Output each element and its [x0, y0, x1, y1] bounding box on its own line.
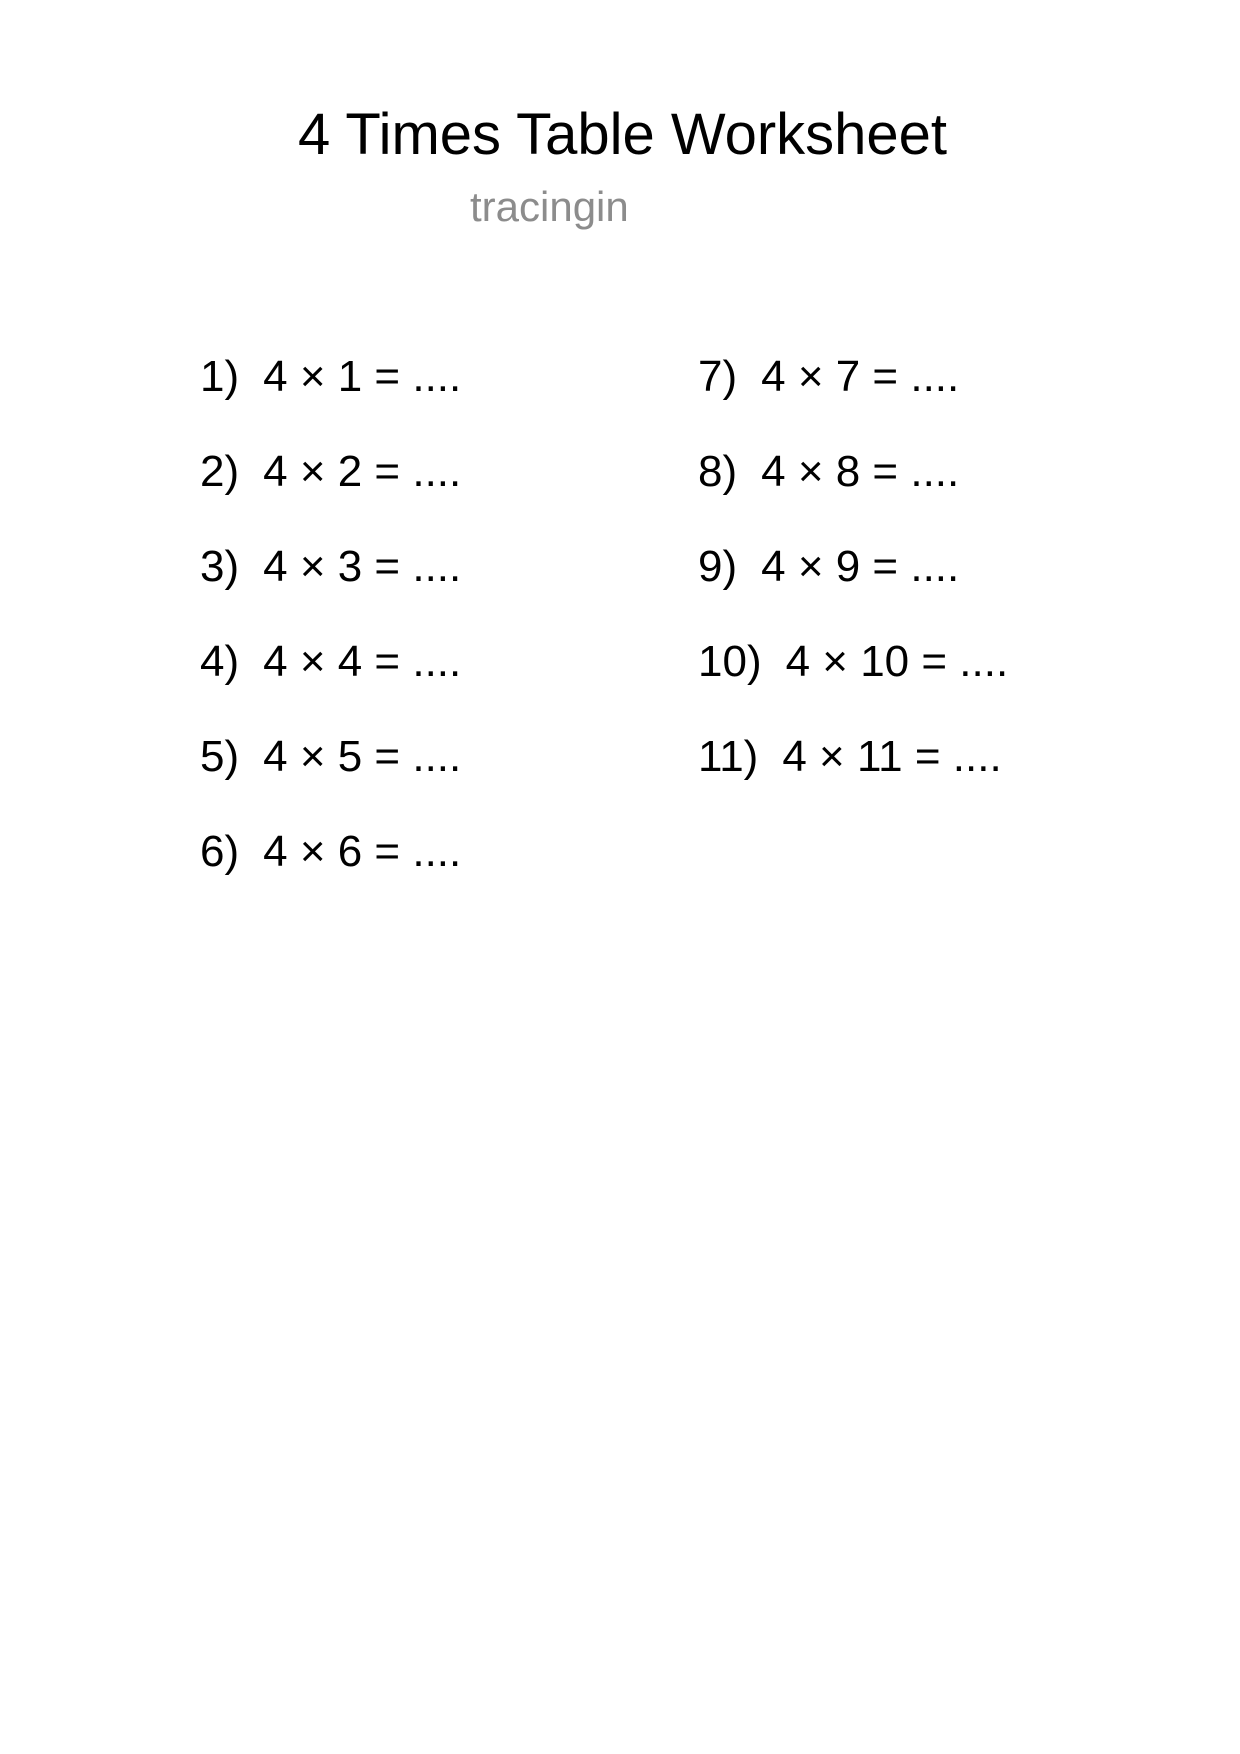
problem-item: [200, 637, 461, 687]
problem-number: 6): [200, 827, 240, 876]
problem-expression: 4 × 4 = ....: [263, 637, 462, 686]
problem-number: 8): [698, 447, 738, 496]
problem-number: 7): [698, 352, 738, 401]
problem-item: [200, 542, 461, 592]
problem-expression: 4 × 1 = ....: [263, 352, 462, 401]
problem-number: 1): [200, 352, 240, 401]
problem-item: [200, 732, 461, 782]
site-name: tracingin: [470, 183, 629, 230]
problem-expression: 4 × 8 = ....: [761, 447, 960, 496]
problem-number: 4): [200, 637, 240, 686]
page-title: 4 Times Table Worksheet: [298, 102, 948, 167]
problem-number: 3): [200, 542, 240, 591]
problem-item: [698, 447, 1008, 497]
problem-item: [200, 827, 461, 877]
problem-number: 2): [200, 447, 240, 496]
problem-column-left: [200, 352, 461, 877]
problem-expression: 4 × 2 = ....: [263, 447, 462, 496]
problem-number: 10): [698, 637, 762, 686]
problem-item: [200, 447, 461, 497]
problem-item: [698, 352, 1008, 402]
problem-number: 5): [200, 732, 240, 781]
problem-expression: 4 × 9 = ....: [761, 542, 960, 591]
problem-item: [698, 732, 1008, 782]
problem-expression: 4 × 11 = ....: [782, 732, 1002, 781]
problem-expression: 4 × 6 = ....: [263, 827, 462, 876]
problem-number: 11): [698, 732, 759, 781]
problem-column-right: [698, 352, 1008, 782]
problem-item: [698, 637, 1008, 687]
problem-expression: 4 × 7 = ....: [761, 352, 960, 401]
problem-expression: 4 × 10 = ....: [785, 637, 1009, 686]
problem-number: 9): [698, 542, 738, 591]
problem-expression: 4 × 5 = ....: [263, 732, 462, 781]
problem-item: [698, 542, 1008, 592]
problem-expression: 4 × 3 = ....: [263, 542, 462, 591]
problem-item: [200, 352, 461, 402]
